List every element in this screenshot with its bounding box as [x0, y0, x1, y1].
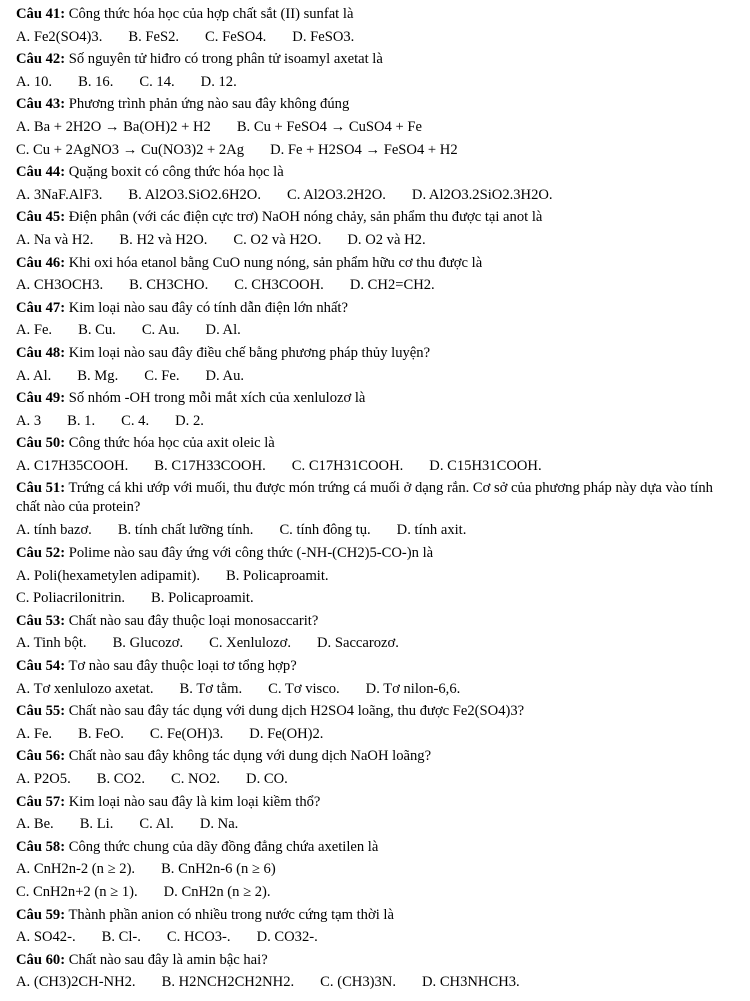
- answer-option: A. P2O5.: [16, 771, 71, 787]
- question-number: Câu 48:: [16, 344, 66, 361]
- answer-option: A. SO42-.: [16, 929, 76, 946]
- answer-option: D. O2 và H2.: [347, 231, 426, 248]
- question-text: Kim loại nào sau đây điều chế bằng phương pháp thủy luyện?: [65, 344, 431, 361]
- answer-options-row: [16, 274, 736, 297]
- answer-option: D. CH2=CH2.: [349, 277, 435, 294]
- answer-options-row: [16, 881, 736, 904]
- question-number: Câu 42:: [16, 51, 66, 68]
- answer-option: B. CO2.: [96, 771, 145, 787]
- answer-options-row: [16, 565, 736, 588]
- question-text: Tơ nào sau đây thuộc loại tơ tổng hợp?: [65, 658, 297, 675]
- question-number: Câu 57:: [16, 793, 66, 810]
- question-stem: [16, 700, 736, 723]
- answer-options-row: [16, 519, 736, 542]
- question-text: Công thức hóa học của hợp chất sắt (II) sunfat là: [65, 6, 354, 22]
- answer-option: C. tính đông tụ.: [279, 522, 371, 539]
- answer-option: B. tính chất lưỡng tính.: [117, 522, 254, 539]
- answer-option: D. tính axit.: [396, 522, 467, 539]
- answer-option: C. (CH3)3N.: [320, 974, 396, 991]
- answer-option: D. Saccarozơ.: [317, 635, 399, 652]
- answer-options-row: [16, 184, 736, 207]
- question-number: Câu 43:: [16, 96, 66, 113]
- answer-option: C. C17H31COOH.: [291, 457, 404, 474]
- answer-options-row: [16, 926, 736, 949]
- answer-options-row: [16, 410, 736, 433]
- answer-options-row: [16, 229, 736, 252]
- question-text: Phương trình phản ứng nào sau đây không đúng: [65, 96, 350, 113]
- question-block: [16, 387, 736, 432]
- question-block: [16, 791, 736, 836]
- answer-option: B. CH3CHO.: [129, 277, 209, 294]
- question-number: Câu 47:: [16, 299, 66, 316]
- answer-option: A. Poli(hexametylen adipamit).: [16, 567, 200, 584]
- question-text: Khi oxi hóa etanol bằng CuO nung nóng, sản phẩm hữu cơ thu được là: [65, 254, 483, 271]
- question-text: Chất nào sau đây không tác dụng với dung dịch NaOH loãng?: [65, 748, 432, 765]
- answer-option: C. Fe(OH)3.: [149, 725, 224, 742]
- question-stem: [16, 655, 736, 678]
- answer-option: B. Al2O3.SiO2.6H2O.: [128, 186, 261, 203]
- answer-option: A. Fe.: [16, 322, 53, 339]
- answer-option: D. C15H31COOH.: [429, 457, 542, 474]
- question-text: Thành phần anion có nhiều trong nước cứng tạm thời là: [65, 906, 394, 923]
- answer-options-row: [16, 26, 736, 49]
- answer-options-row: [16, 971, 736, 994]
- question-text: Quặng boxit có công thức hóa học là: [65, 164, 284, 181]
- answer-options-row: [16, 116, 736, 139]
- answer-option: D. Tơ nilon-6,6.: [365, 680, 461, 697]
- answer-option: D. Au.: [205, 367, 245, 384]
- question-text: Chất nào sau đây tác dụng với dung dịch H2SO4 loãng, thu được Fe2(SO4)3?: [65, 703, 525, 720]
- question-stem: [16, 161, 736, 184]
- answer-option: C. Tơ visco.: [268, 680, 340, 697]
- answer-option: B. CnH2n-6 (n ≥ 6): [161, 861, 276, 878]
- question-block: [16, 836, 736, 904]
- answer-option: A. Na và H2.: [16, 231, 94, 248]
- answer-option: C. CnH2n+2 (n ≥ 1).: [16, 883, 138, 900]
- question-block: [16, 206, 736, 251]
- question-stem: [16, 791, 736, 814]
- answer-options-row: [16, 139, 736, 162]
- question-number: Câu 59:: [16, 906, 66, 923]
- answer-option: B. Policaproamit.: [151, 590, 254, 607]
- answer-option: A. 3NaF.AlF3.: [16, 186, 103, 203]
- answer-options-row: [16, 71, 736, 94]
- answer-option: A. Be.: [16, 816, 54, 833]
- question-stem: [16, 48, 736, 71]
- question-number: Câu 53:: [16, 612, 66, 629]
- answer-option: C. Fe.: [144, 367, 180, 384]
- answer-option: A. CnH2n-2 (n ≥ 2).: [16, 861, 136, 878]
- question-block: [16, 48, 736, 93]
- answer-option: C. 4.: [121, 412, 150, 429]
- question-block: [16, 342, 736, 387]
- question-text: Kim loại nào sau đây có tính dẫn điện lớn nhất?: [65, 299, 348, 316]
- question-block: [16, 252, 736, 297]
- question-number: Câu 55:: [16, 703, 66, 720]
- question-stem: [16, 3, 736, 26]
- answer-option: B. Cl-.: [101, 929, 141, 946]
- question-stem: [16, 610, 736, 633]
- question-block: [16, 297, 736, 342]
- question-block: [16, 479, 736, 542]
- question-stem: [16, 836, 736, 859]
- answer-options-row: [16, 858, 736, 881]
- answer-options-row: [16, 455, 736, 478]
- question-stem: [16, 342, 736, 365]
- answer-option: C. Xenlulozơ.: [209, 635, 292, 652]
- answer-options-row: [16, 365, 736, 388]
- question-stem: [16, 479, 736, 517]
- answer-option: C. Poliacrilonitrin.: [16, 590, 126, 607]
- answer-option: B. FeS2.: [128, 28, 180, 45]
- question-number: Câu 41:: [16, 6, 66, 22]
- answer-option: B. Cu + FeSO4 → CuSO4 + Fe: [236, 118, 422, 135]
- question-text: Điện phân (với các điện cực trơ) NaOH nóng chảy, sản phẩm thu được tại anot là: [65, 209, 543, 226]
- question-number: Câu 60:: [16, 951, 66, 968]
- answer-option: C. Cu + 2AgNO3 → Cu(NO3)2 + 2Ag: [16, 141, 245, 158]
- question-text: Kim loại nào sau đây là kim loại kiềm thổ?: [65, 793, 321, 810]
- question-text: Số nhóm -OH trong mỗi mắt xích của xenlulozơ là: [65, 390, 366, 407]
- answer-option: D. 12.: [200, 73, 237, 90]
- question-number: Câu 51:: [16, 480, 66, 497]
- answer-option: C. FeSO4.: [205, 28, 267, 45]
- answer-option: B. C17H33COOH.: [154, 457, 266, 474]
- question-text: Chất nào sau đây thuộc loại monosaccarit?: [65, 612, 319, 629]
- question-number: Câu 54:: [16, 658, 66, 675]
- question-block: [16, 432, 736, 477]
- question-stem: [16, 206, 736, 229]
- question-number: Câu 58:: [16, 838, 66, 855]
- question-text: Số nguyên tử hiđro có trong phân tử isoamyl axetat là: [65, 51, 383, 68]
- answer-option: B. FeO.: [78, 725, 124, 742]
- answer-option: B. Glucozơ.: [112, 635, 184, 652]
- question-text: Công thức hóa học của axit oleic là: [65, 435, 275, 452]
- answer-option: A. Al.: [16, 367, 52, 384]
- answer-option: D. 2.: [175, 412, 204, 429]
- answer-option: D. FeSO3.: [292, 28, 355, 45]
- question-stem: [16, 949, 736, 972]
- answer-option: A. CH3OCH3.: [16, 277, 104, 294]
- question-block: [16, 904, 736, 949]
- question-number: Câu 45:: [16, 209, 66, 226]
- question-text: Công thức chung của dãy đồng đẳng chứa axetilen là: [65, 838, 379, 855]
- question-stem: [16, 542, 736, 565]
- question-number: Câu 50:: [16, 435, 66, 452]
- answer-option: B. H2NCH2CH2NH2.: [161, 974, 295, 991]
- answer-option: B. Tơ tằm.: [179, 680, 243, 697]
- question-stem: [16, 252, 736, 275]
- question-text: Polime nào sau đây ứng với công thức (-NH-(CH2)5-CO-)n là: [65, 545, 434, 562]
- answer-option: D. Al.: [205, 322, 241, 339]
- answer-option: B. 1.: [67, 412, 96, 429]
- question-block: [16, 700, 736, 745]
- question-number: Câu 49:: [16, 390, 66, 407]
- question-stem: [16, 904, 736, 927]
- answer-options-row: [16, 319, 736, 342]
- question-stem: [16, 93, 736, 116]
- question-text: Chất nào sau đây là amin bậc hai?: [65, 951, 268, 968]
- question-stem: [16, 745, 736, 768]
- answer-option: A. Tơ xenlulozo axetat.: [16, 680, 154, 697]
- answer-option: C. 14.: [139, 73, 175, 90]
- answer-option: D. Fe + H2SO4 → FeSO4 + H2: [270, 141, 458, 158]
- answer-option: B. Policaproamit.: [226, 567, 329, 584]
- answer-option: C. Al.: [139, 816, 174, 833]
- question-block: [16, 949, 736, 994]
- answer-option: A. Fe.: [16, 725, 53, 742]
- answer-option: A. Fe2(SO4)3.: [16, 28, 103, 45]
- question-stem: [16, 432, 736, 455]
- question-block: [16, 655, 736, 700]
- question-number: Câu 52:: [16, 545, 66, 562]
- answer-options-row: [16, 723, 736, 746]
- question-block: [16, 161, 736, 206]
- answer-option: D. CnH2n (n ≥ 2).: [163, 883, 271, 900]
- answer-option: A. 10.: [16, 73, 53, 90]
- answer-option: C. O2 và H2O.: [233, 231, 322, 248]
- question-block: [16, 542, 736, 610]
- answer-option: B. Li.: [79, 816, 114, 833]
- answer-options-row: [16, 678, 736, 701]
- question-block: [16, 610, 736, 655]
- question-stem: [16, 387, 736, 410]
- answer-option: B. 16.: [78, 73, 114, 90]
- answer-option: C. Al2O3.2H2O.: [286, 186, 386, 203]
- answer-option: C. NO2.: [170, 771, 221, 787]
- answer-option: A. Ba + 2H2O → Ba(OH)2 + H2: [16, 118, 211, 135]
- answer-options-row: [16, 632, 736, 655]
- answer-option: B. Cu.: [78, 322, 116, 339]
- answer-option: D. Na.: [199, 816, 239, 833]
- question-number: Câu 46:: [16, 254, 66, 271]
- answer-option: A. Tinh bột.: [16, 635, 87, 652]
- question-number: Câu 44:: [16, 164, 66, 181]
- answer-option: A. 3: [16, 412, 42, 429]
- answer-options-row: [16, 587, 736, 610]
- answer-option: A. (CH3)2CH-NH2.: [16, 974, 136, 991]
- answer-option: B. H2 và H2O.: [119, 231, 208, 248]
- answer-option: D. Al2O3.2SiO2.3H2O.: [411, 186, 553, 203]
- answer-option: C. CH3COOH.: [234, 277, 324, 294]
- answer-option: A. C17H35COOH.: [16, 457, 129, 474]
- answer-options-row: [16, 813, 736, 836]
- answer-option: C. HCO3-.: [166, 929, 231, 946]
- question-number: Câu 56:: [16, 748, 66, 765]
- answer-option: B. Mg.: [77, 367, 119, 384]
- answer-option: D. CO.: [246, 771, 288, 787]
- answer-option: D. CH3NHCH3.: [421, 974, 520, 991]
- answer-options-row: [16, 768, 736, 791]
- question-block: [16, 93, 736, 161]
- answer-option: D. CO32-.: [256, 929, 318, 946]
- answer-option: D. Fe(OH)2.: [249, 725, 324, 742]
- answer-option: C. Au.: [141, 322, 180, 339]
- question-block: [16, 745, 736, 790]
- answer-option: A. tính bazơ.: [16, 522, 92, 539]
- question-text: Trứng cá khi ướp với muối, thu được món trứng cá muối ở dạng rắn. Cơ sở của phương pháp này dựa vào tính chất nào của protein?: [16, 480, 713, 516]
- question-block: [16, 3, 736, 48]
- question-stem: [16, 297, 736, 320]
